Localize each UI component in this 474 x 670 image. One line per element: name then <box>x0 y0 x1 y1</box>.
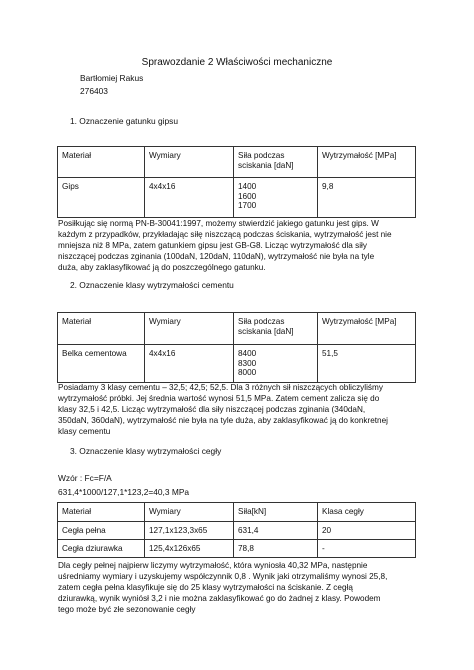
table-cell: 9,8 <box>318 178 416 218</box>
student-id: 276403 <box>80 86 108 96</box>
table-cell: 51,5 <box>318 345 416 383</box>
table-header-cell: Materiał <box>58 147 145 178</box>
section-1-paragraph: Posiłkując się normą PN-B-30041:1997, możemy stwierdzić jakiego gatunku jest gips. W każdym z przypadków, przykładając siłę niszczącą podczas ściskania, wytrzymałość jest nie mniejsza niż 8 MPa, zatem gatunkiem gipsu jest GB-G8. Licząc wytrzymałość dla siły niszczącej podczas zginania (100daN, 120daN, 110daN), wytrzymałość nie była na tyle duża, aby zaklasyfikować ją do poszczególnego gatunku. <box>58 219 392 272</box>
table-header-cell: Wytrzymałość [MPa] <box>318 313 416 345</box>
cement-table <box>57 312 416 383</box>
section-1-heading: 1. Oznaczenie gatunku gipsu <box>70 116 179 126</box>
section-3-paragraph: Dla cegły pełnej najpierw liczymy wytrzymałość, która wyniosła 40,32 MPa, następnie uśredniamy wymiary i uzyskujemy współczynnik 0,8 . Wynik jaki otrzymaliśmy wynosi 25,8, zatem cegła pełna klasyfikuje się do 25 klasy wytrzymałości na ściskanie. Z cegłą dziurawką, wynik wyniósł 3,2 i nie można zaklasyfikować go do żadnej z klasy. Powodem tego może być złe sezonowanie cegły <box>58 561 388 614</box>
table-header-cell: Siła podczas sciskania [daN] <box>234 147 318 178</box>
table-header-cell: Siła podczas sciskania [daN] <box>234 313 318 345</box>
table-cell: 127,1x123,3x65 <box>145 522 234 540</box>
table-cell: 4x4x16 <box>145 178 234 218</box>
table-cell: Cegła dziurawka <box>58 540 145 558</box>
table-cell: 8400 8300 8000 <box>234 345 318 383</box>
table-cell: 1400 1600 1700 <box>234 178 318 218</box>
table-cell: Belka cementowa <box>58 345 145 383</box>
calculation: 631,4*1000/127,1*123,2=40,3 MPa <box>58 487 190 497</box>
table-cell: 20 <box>318 522 416 540</box>
section-2-paragraph: Posiadamy 3 klasy cementu – 32,5; 42,5; 52,5. Dla 3 różnych sił niszczących obliczyliśmy wytrzymałość próbki. Jej średnia wartość wynosi 51,5 MPa. Zatem cement zalicza się do klasy 32,5 i 42,5. Licząc wytrzymałość dla siły niszczącej podczas zginania (340daN, 350daN, 360daN), wytrzymałość nie była na tyle duża, aby zaklasyfikować ją do konkretnej klasy cementu <box>58 383 388 436</box>
table-cell: - <box>318 540 416 558</box>
table-cell: 631,4 <box>234 522 318 540</box>
document-title: Sprawozdanie 2 Właściwości mechaniczne <box>141 57 333 68</box>
table-header-cell: Materiał <box>58 313 145 345</box>
table-header-cell: Wytrzymałość [MPa] <box>318 147 416 178</box>
table-cell: Cegła pełna <box>58 522 145 540</box>
table-header-cell: Siła[kN] <box>234 503 318 522</box>
table-header-cell: Wymiary <box>145 503 234 522</box>
table-cell: 4x4x16 <box>145 345 234 383</box>
section-3-heading: 3. Oznaczenie klasy wytrzymałości cegły <box>70 446 222 456</box>
table-header-cell: Wymiary <box>145 147 234 178</box>
author-name: Bartłomiej Rakus <box>80 73 144 83</box>
brick-table <box>57 502 416 558</box>
table-cell: 125,4x126x65 <box>145 540 234 558</box>
table-header-cell: Klasa cegły <box>318 503 416 522</box>
table-header-cell: Wymiary <box>145 313 234 345</box>
gypsum-table <box>57 146 416 218</box>
table-header-cell: Materiał <box>58 503 145 522</box>
section-2-heading: 2. Oznaczenie klasy wytrzymałości cementu <box>70 280 234 290</box>
table-cell: Gips <box>58 178 145 218</box>
formula: Wzór : Fc=F/A <box>58 473 112 483</box>
table-cell: 78,8 <box>234 540 318 558</box>
